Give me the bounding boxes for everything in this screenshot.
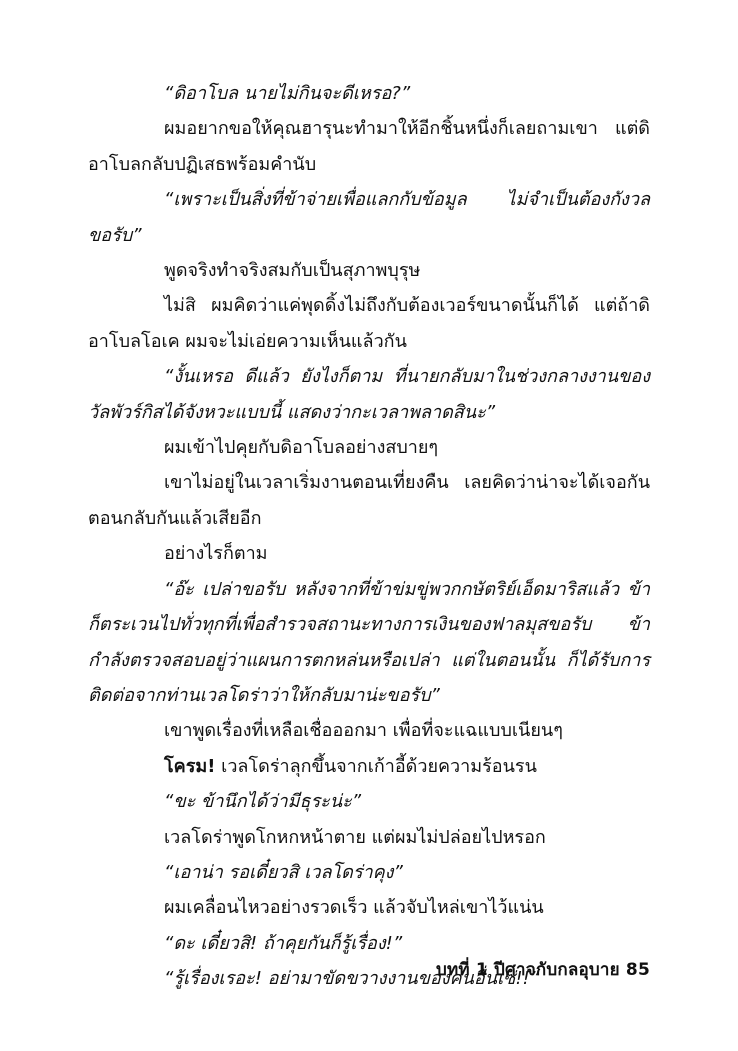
paragraph: “รู้เรื่องเรอะ! อย่ามาขัดขวางงานของคนอื่นเซ่!!” — [164, 968, 540, 990]
paragraph: “เอาน่า รอเดี๋ยวสิ เวลโดร่าคุง” — [164, 861, 403, 883]
paragraph: เขาไม่อยู่ในเวลาเริ่มงานตอนเที่ยงคืน เลยคิดว่าน่าจะได้เจอกันตอนกลับกันแล้วเสียอีก — [88, 472, 650, 529]
paragraph: ผมอยากขอให้คุณฮารุนะทำมาให้อีกชิ้นหนึ่งก็เลยถามเขา แต่ดิอาโบลกลับปฏิเสธพร้อมคำนับ — [88, 118, 650, 175]
paragraph: ผมเข้าไปคุยกับดิอาโบลอย่างสบายๆ — [164, 437, 439, 459]
paragraph: ไม่สิ ผมคิดว่าแค่พุดดิ้งไม่ถึงกับต้องเวอร์ขนาดนั้นก็ได้ แต่ถ้าดิอาโบลโอเค ผมจะไม่เอ่ยความเห็นแล้วกัน — [88, 295, 650, 352]
paragraph — [88, 749, 650, 784]
paragraph: “ดะ เดี๋ยวสิ! ถ้าคุยกันก็รู้เรื่อง!” — [164, 932, 403, 954]
paragraph: “ขะ ข้านึกได้ว่ามีธุระน่ะ” — [164, 791, 362, 813]
page-footer: บทที่ 1 ปีศาจกับกลอุบาย 85 — [435, 960, 650, 980]
paragraph: เวลโดร่าพูดโกหกหน้าตาย แต่ผมไม่ปล่อยไปหรอก — [164, 826, 546, 848]
paragraph: พูดจริงทำจริงสมกับเป็นสุภาพบุรุษ — [164, 260, 421, 282]
paragraph: “อ๊ะ เปล่าขอรับ หลังจากที่ข้าข่มขู่พวกกษัตริย์เอ็ดมาริสแล้ว ข้าก็ตระเวนไปทั่วทุกที่เพื่อสำรวจสถานะทางการเงินของฟาลมุสขอรับ ข้ากำลังตรวจสอบอยู่ว่าแผนการตกหล่นหรือเปล่า แต่ในตอนนั้น ก็ได้รับการติดต่อจากท่านเวลโดร่าว่าให้กลับมาน่ะขอรับ” — [88, 578, 650, 706]
paragraph: เขาพูดเรื่องที่เหลือเชื่อออกมา เพื่อที่จะแฉแบบเนียนๆ — [164, 720, 563, 742]
sound-effect: โครม! — [164, 755, 216, 777]
paragraph-text: เวลโดร่าลุกขึ้นจากเก้าอี้ด้วยความร้อนรน — [215, 755, 537, 777]
body-text — [88, 76, 650, 997]
paragraph: ผมเคลื่อนไหวอย่างรวดเร็ว แล้วจับไหล่เขาไว้แน่น — [164, 897, 544, 919]
paragraph: “งั้นเหรอ ดีแล้ว ยังไงก็ตาม ที่นายกลับมาในช่วงกลางงานของวัลพัวร์กิสได้จังหวะแบบนี้ แสดงว่ากะเวลาพลาดสินะ” — [88, 366, 650, 423]
paragraph: “ดิอาโบล นายไม่กินจะดีเหรอ?” — [164, 83, 411, 104]
paragraph: อย่างไรก็ตาม — [164, 543, 268, 565]
paragraph: “เพราะเป็นสิ่งที่ข้าจ่ายเพื่อแลกกับข้อมูล ไม่จำเป็นต้องกังวลขอรับ” — [88, 189, 650, 246]
